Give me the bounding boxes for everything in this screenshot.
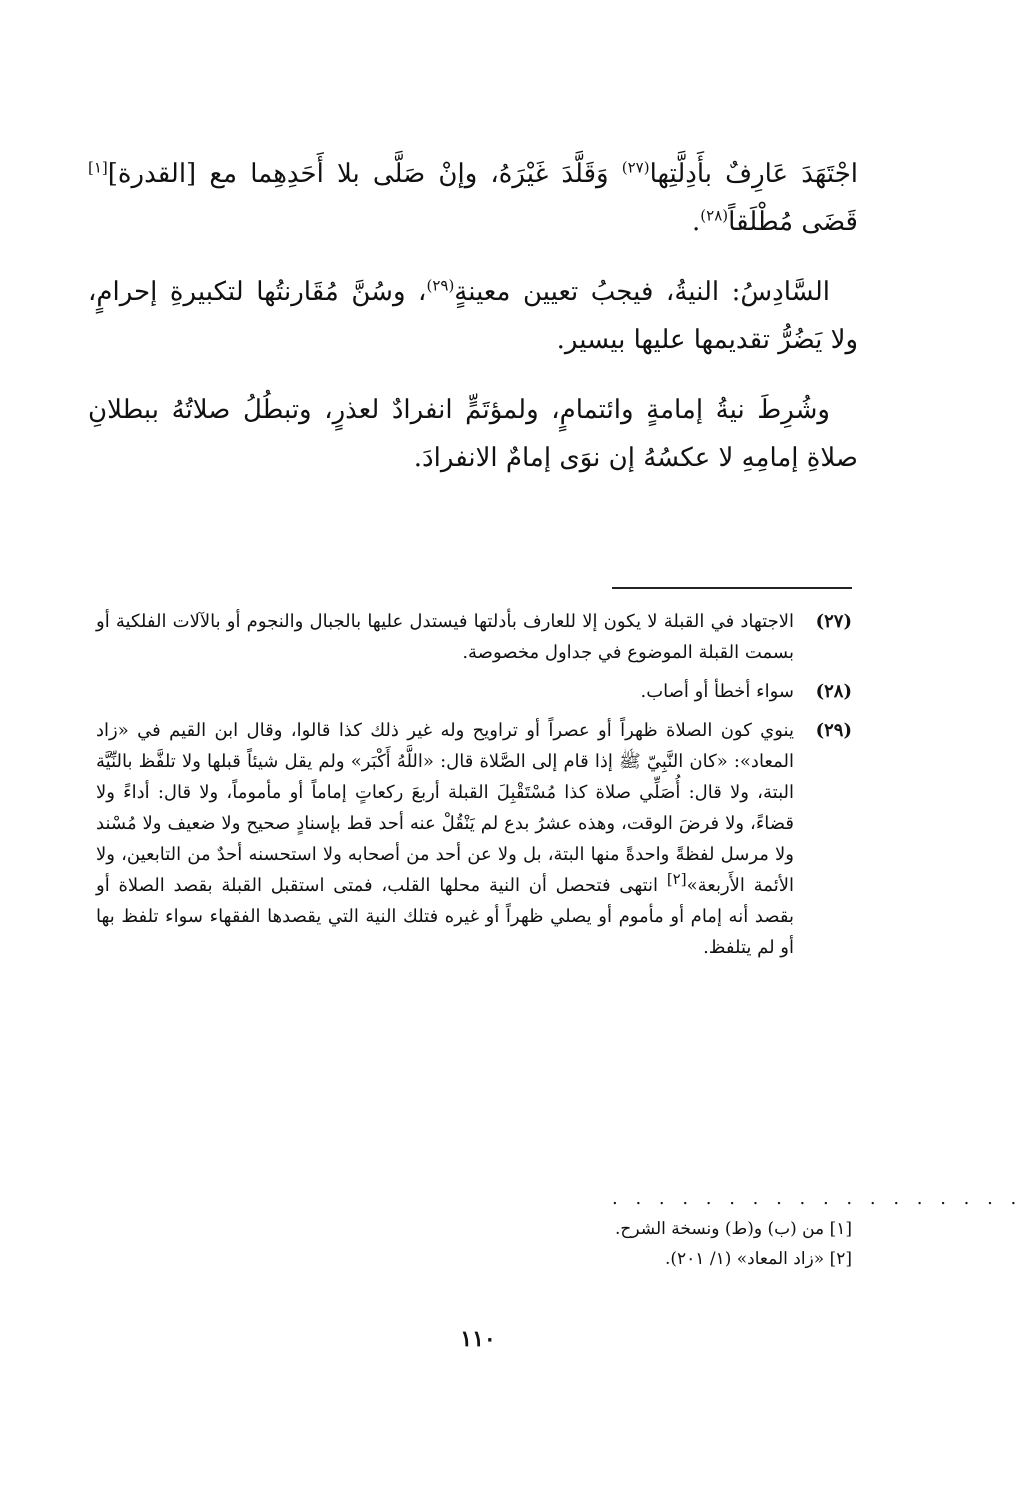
apparatus-separator-dots: . . . . . . . . . . . . . . . . . . xyxy=(612,1188,1022,1209)
apparatus-marker-2[interactable]: [٢] xyxy=(666,870,687,888)
apparatus-note-2 xyxy=(96,1244,852,1274)
main-text xyxy=(88,150,858,504)
footnote-marker-29[interactable]: (٢٩) xyxy=(426,276,455,295)
text-run: . xyxy=(692,207,701,237)
apparatus-text: «زاد المعاد» (١/ ٢٠١). xyxy=(665,1249,825,1269)
footnote-text xyxy=(96,715,794,963)
text-run: ، وسُنَّ مُقَارنتُها لتكبيرةِ إحرامٍ، ولا يَضُرُّ تقديمها عليها بيسير. xyxy=(88,277,858,355)
footnotes xyxy=(96,606,852,971)
apparatus-marker-1[interactable]: [١] xyxy=(88,158,108,177)
footnote-number: (٢٨) xyxy=(815,681,852,702)
footnote-27 xyxy=(96,606,852,668)
page-number: ١١٠ xyxy=(460,1326,496,1352)
apparatus-number: [٢] xyxy=(829,1249,852,1269)
footnote-28 xyxy=(96,676,852,707)
footnote-marker-28[interactable]: (٢٨) xyxy=(700,206,729,225)
paragraph-1 xyxy=(88,150,858,246)
apparatus-note-1 xyxy=(96,1214,852,1244)
footnote-marker-27[interactable]: (٢٧) xyxy=(621,158,650,177)
text-run: السَّادِسُ: النيةُ، فيجبُ تعيين معينةٍ xyxy=(454,277,830,307)
footnote-29 xyxy=(96,715,852,963)
paragraph-2 xyxy=(88,268,858,364)
text-run: ينوي كون الصلاة ظهراً أو عصراً أو تراويح وله غير ذلك كذا قالوا، وقال ابن القيم في «زاد المعاد»: «كان النَّبِيّ ﷺ إذا قام إلى الصَّلاة قال: «اللَّهُ أَكْبَر» ولم يقل شيئاً قبلها ولا تلفَّظ بالنِّيَّة البتة، ولا قال: أُصَلِّي صلاة كذا مُسْتَقْبِلَ القبلة أربعَ ركعاتٍ إماماً أو مأموماً، ولا قال: أداءً ولا قضاءً، ولا فرضَ الوقت، وهذه عشرُ بدع لم يَنْقُلْ عنه أحد قط بإسنادٍ صحيح ولا ضعيف ولا مُسْند ولا مرسل لفظةً واحدةً منها البتة، بل ولا عن أحد من أصحابه ولا استحسنه أحدٌ من التابعين، ولا الأئمة الأَربعة» xyxy=(96,720,794,896)
footnote-separator-rule xyxy=(612,587,852,589)
text-run: انتهى فتحصل أن النية محلها القلب، فمتى استقبل القبلة بقصد الصلاة أو بقصد أنه إمام أو مأموم أو يصلي ظهراً أو غيره فتلك النية التي يقصدها الفقهاء سواء تلفظ بها أو لم يتلفظ. xyxy=(96,875,794,958)
footnote-text: سواء أخطأ أو أصاب. xyxy=(640,681,794,702)
footnote-number: (٢٧) xyxy=(815,611,852,632)
footnote-text: الاجتهاد في القبلة لا يكون إلا للعارف بأدلتها فيستدل عليها بالجبال والنجوم أو بالآلات الفلكية أو بسمت القبلة الموضوع في جداول مخصوصة. xyxy=(96,611,794,663)
apparatus-number: [١] xyxy=(829,1219,852,1239)
text-run: اجْتَهَدَ عَارِفٌ بأَدِلَّتِها xyxy=(649,159,859,189)
critical-apparatus xyxy=(96,1214,852,1274)
apparatus-text: من (ب) و(ط) ونسخة الشرح. xyxy=(615,1219,825,1239)
paragraph-3 xyxy=(88,386,858,482)
footnote-number: (٢٩) xyxy=(815,720,852,741)
text-run: وشُرِطَ نيةُ إمامةٍ وائتمامٍ، ولمؤتَمٍّ انفرادٌ لعذرٍ، وتبطُلُ صلاتُهُ ببطلانِ صلاةِ إمامِهِ لا عكسُهُ إن نوَى إمامٌ الانفرادَ. xyxy=(88,395,858,473)
text-run: قَضَى مُطْلَقاً xyxy=(728,207,858,237)
text-run: وَقَلَّدَ غَيْرَهُ، وإنْ صَلَّى بلا أَحَدِهِما مع [القدرة] xyxy=(107,159,622,189)
